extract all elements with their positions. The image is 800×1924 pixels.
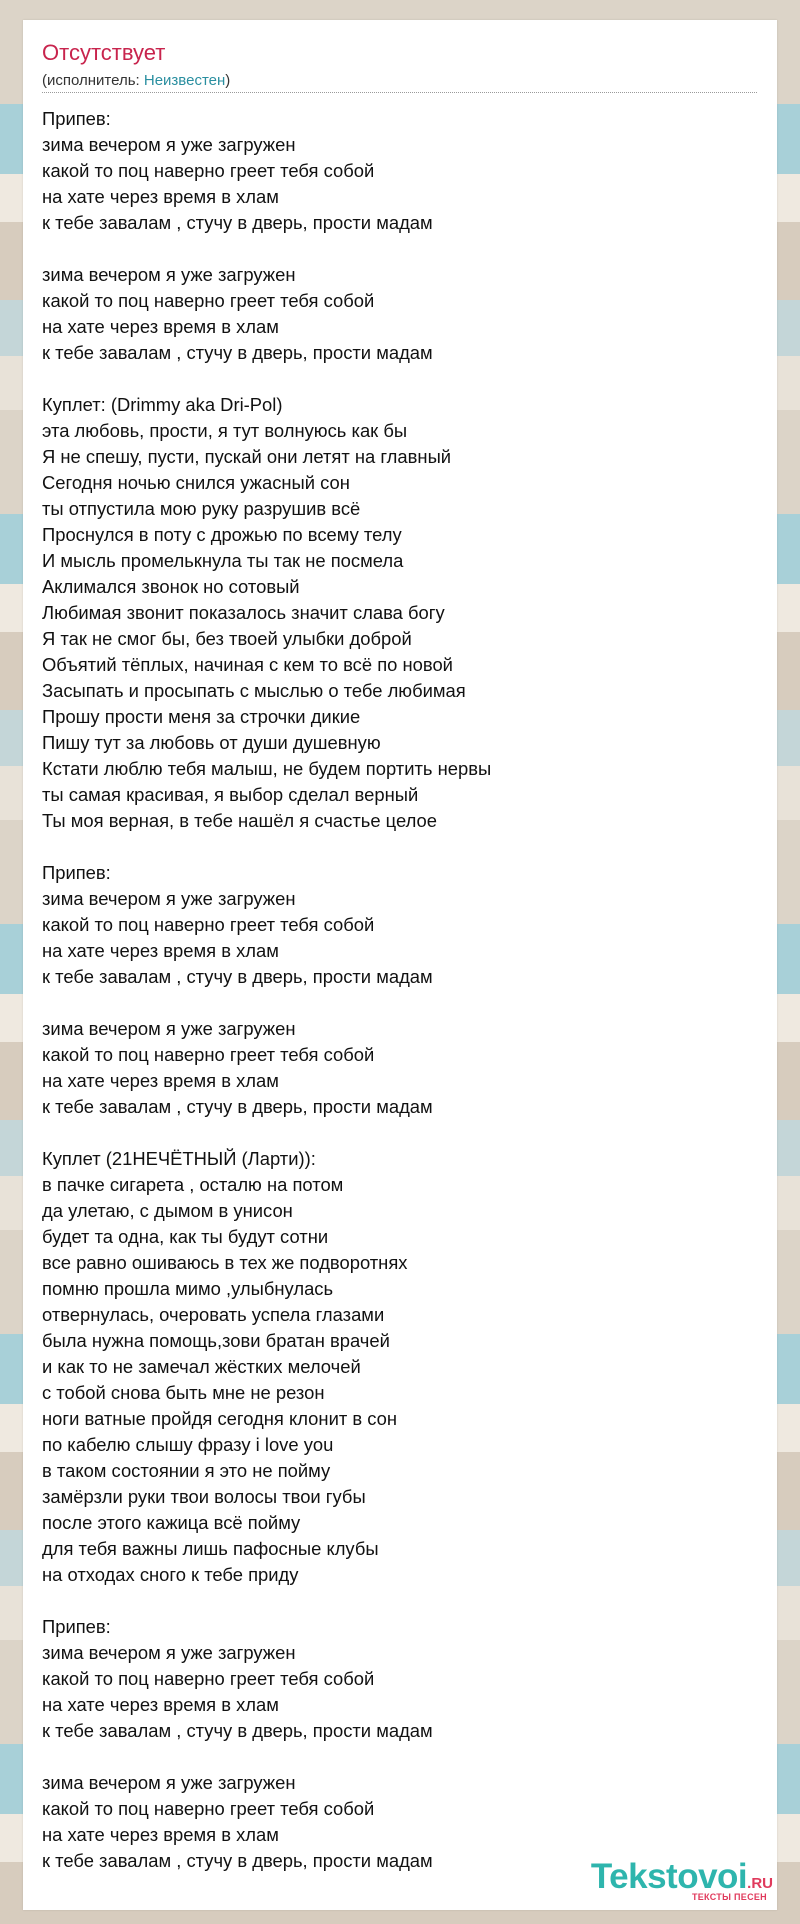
lyrics-card [23,20,777,1910]
logo-domain-suffix: .RU [747,1875,773,1892]
logo-tagline: ТЕКСТЫ ПЕСЕН [691,1892,767,1902]
artist-line [42,73,230,88]
lyrics-text: Припев: зима вечером я уже загружен какой то поц наверно греет тебя собой на хате через время в хлам к тебе завалам , стучу в дверь, прости мадам зима вечером я уже загружен какой то поц наверно греет тебя собой на хате через время в хлам к тебе завалам , стучу в дверь, прости мадам Куплет: (Drimmy aka Dri-Pol) эта любовь, прости, я тут волнуюсь как бы Я не спешу, пусти, пускай они летят на главный Сегодня ночью снился ужасный сон ты отпустила мою руку разрушив всё Проснулся в поту с дрожью по всему телу И мысль промелькнула ты так не посмела Аклимался звонок но сотовый Любимая звонит показалось значит слава богу Я так не смог бы, без твоей улыбки доброй Объятий тёплых, начиная с кем то всё по новой Засыпать и просыпать с мыслью о тебе любимая Прошу прости меня за строчки дикие Пишу тут за любовь от души душевную Кстати люблю тебя малыш, не будем портить нервы ты самая красивая, я выбор сделал верный Ты моя верная, в тебе нашёл я счастье целое Припев: зима вечером я уже загружен какой то поц наверно греет тебя собой на хате через время в хлам к тебе завалам , стучу в дверь, прости мадам зима вечером я уже загружен какой то поц наверно греет тебя собой на хате через время в хлам к тебе завалам , стучу в дверь, прости мадам Куплет (21НЕЧЁТНЫЙ (Ларти)): в пачке сигарета , осталю на потом да улетаю, с дымом в унисон будет та одна, как ты будут сотни все равно ошиваюсь в тех же подворотнях помню прошла мимо ,улыбнулась отвернулась, очеровать успела глазами была нужна помощь,зови братан врачей и как то не замечал жёстких мелочей с тобой снова быть мне не резон ноги ватные пройдя сегодня клонит в сон по кабелю слышу фразу i love you в таком состоянии я это не пойму замёрзли руки твои волосы твои губы после этого кажица всё пойму для тебя важны лишь пафосные клубы на отходах сного к тебе приду Припев: зима вечером я уже загружен какой то поц наверно греет тебя собой на хате через время в хлам к тебе завалам , стучу в дверь, прости мадам зима вечером я уже загружен какой то поц наверно греет тебя собой на хате через время в хлам к тебе завалам , стучу в дверь, прости мадам [42,108,492,1871]
artist-suffix: ) [225,72,231,89]
site-logo[interactable] [591,1859,773,1902]
artist-link[interactable]: Неизвестен [143,72,226,89]
logo-main-text: Tekstovoi [590,1857,748,1896]
artist-prefix: (исполнитель: [42,72,144,89]
song-title: Отсутствует [42,40,166,65]
header-divider [42,92,757,93]
